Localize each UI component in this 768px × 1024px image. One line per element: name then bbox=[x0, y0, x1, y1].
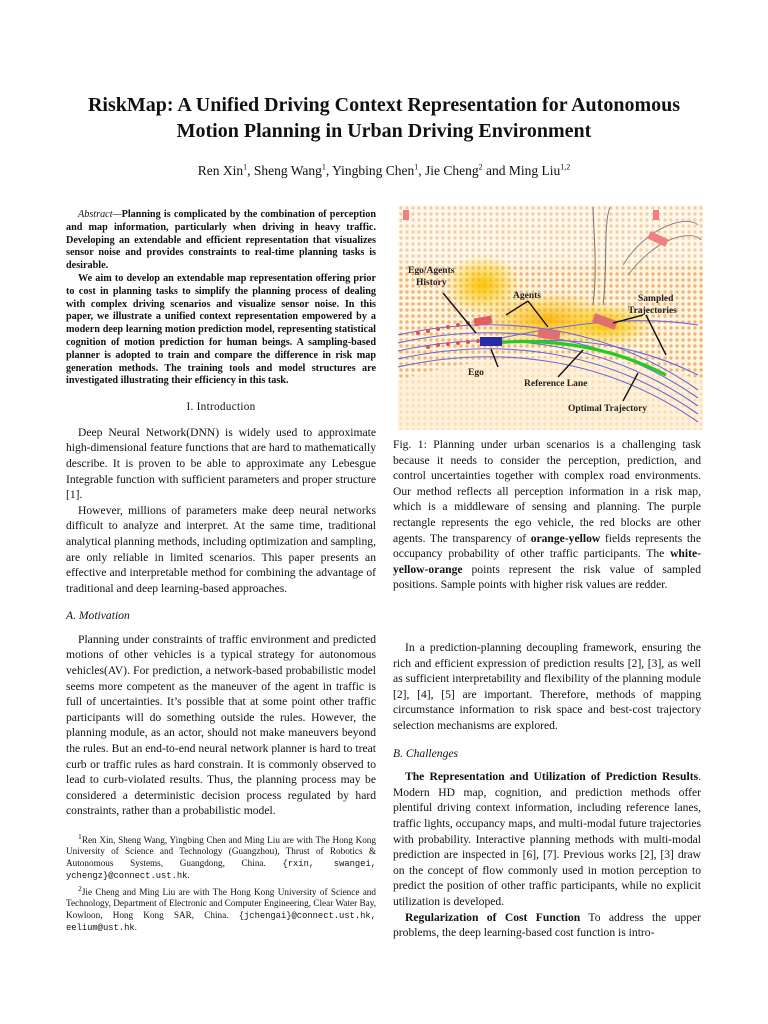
challenge-paragraph-1: The Representation and Utilization of Prediction Results. Modern HD map, cognition, and prediction methods offer plentiful driving context information, including reference lanes, traffic lights, occupancy maps, and multi-modal future trajectories with probability. Interactive planning methods with multi-modal prediction are inspected in [6], [7]. Previous works [2], [3] draw on the concept of flow commonly used in motion perception to predict the position of other traffic participants, while no explicit utilization is developed. bbox=[393, 770, 701, 908]
footnote-1: $^1$Ren Xin, Sheng Wang, Yingbing Chen and Ming Liu are with The Hong Kong University of Science and Technology (Guangzhou), Thrust of Robotics & Autonomous Systems, Guangdong, China. {rxin, swangei, ychengz}@connect.ust.hk. bbox=[66, 832, 377, 882]
footnote-2: $^2$Jie Cheng and Ming Liu are with The Hong Kong University of Science and Technology, Department of Electronic and Computer Engineering, Clear Water Bay, Kowloon, Hong Kong SAR, China. {jchengai}@connect.ust.hk, eelium@ust.hk. bbox=[66, 883, 376, 933]
intro-paragraph-2: However, millions of parameters make deep neural networks difficult to analyze and interpret. At the same time, traditional analytical planning methods, including optimization and sampling, are only reliable in limited scenarios. This paper presents an effective and interpretable method for combining the advantage of traditional and deep learning-based approaches. bbox=[66, 503, 376, 595]
abstract-label: Abstract bbox=[78, 209, 113, 220]
label-agents: Agents bbox=[513, 291, 541, 301]
author: Sheng Wang$^1$, bbox=[253, 162, 333, 178]
paper-title bbox=[40, 92, 728, 144]
footnote-1-email: {rxin, swangei, ychengz}@connect.ust.hk bbox=[66, 858, 377, 882]
subsection-heading-challenges: B. Challenges bbox=[393, 746, 459, 760]
section-heading-introduction: I. Introduction bbox=[186, 401, 256, 414]
abstract-p2: We aim to develop an extendable map representation offering prior to cost in planning tasks to simplify the planning process of dealing with complex driving scenarios and visualize sensor noise. In this paper, we illustrate a unified context representation empowered by a modern deep learning motion prediction model, representing statistical cognition of motion prediction for human beings. A sampling-based planner is adopted to train and compare the difference in risk map generation methods. The training tools and model structures are investigated illustrating their efficiency in this task. bbox=[66, 272, 376, 387]
label-sampled: Sampled bbox=[638, 294, 674, 304]
label-history: History bbox=[416, 278, 447, 288]
author: Ming Liu$^{1,2}$ bbox=[508, 162, 571, 178]
author-list bbox=[40, 162, 728, 179]
agent-vehicle bbox=[403, 210, 409, 220]
label-reference-lane: Reference Lane bbox=[524, 379, 588, 389]
intro-paragraph-1: Deep Neural Network(DNN) is widely used to approximate high-dimensional feature functions that are hard to mathematically describe. It is proven to be able to approximate any Lebesgue Integrable function with sufficient parameters and proper structure [1]. bbox=[66, 425, 376, 502]
agent-vehicle bbox=[653, 210, 659, 220]
title-line-1: RiskMap: A Unified Driving Context Representation for Autonomous bbox=[87, 94, 681, 116]
author: Jie Cheng$^2$ and bbox=[425, 162, 509, 178]
author: Ren Xin$^1$, bbox=[197, 162, 254, 178]
subsection-heading-motivation: A. Motivation bbox=[66, 609, 130, 623]
abstract-p1: Planning is complicated by the combination of perception and map information, particularly when driving in heavy traffic. Developing an extendable and efficient representation that visualizes sensor noise and provides constraints to real-time planning tasks is desirable. bbox=[66, 209, 376, 272]
right-column bbox=[393, 640, 701, 941]
figure-1-caption: Fig. 1: Planning under urban scenarios is a challenging task because it needs to consider the perception, prediction, and control uncertainties together with complex road environments. Our method reflects all perception information in a risk map, which is a middleware of sensing and planning. The purple rectangle represents the ego vehicle, the red blocks are other agents. The transparency of orange-yellow fields represents the occupancy probability of other traffic participants. The white-yellow-orange points represent the risk value of sampled positions. Sample points with higher risk values are redder. bbox=[393, 438, 702, 592]
abstract: Abstract—Planning is complicated by the combination of perception and map information, particularly when driving in heavy traffic. Developing an extendable and efficient representation that visualizes sensor noise and provides constraints to real-time planning tasks is desirable. We aim to develop an extendable map representation offering prior to cost in planning tasks to simplify the planning process of dealing with complex driving scenarios and visualize sensor noise. In this paper, we illustrate a unified context representation empowered by a modern deep learning motion prediction model, representing statistical cognition of motion prediction for human beings. A sampling-based planner is adopted to train and compare the difference in risk map generation methods. The training tools and model structures are investigated illustrating their efficiency in this task. bbox=[66, 209, 376, 387]
title-line-2: Motion Planning in Urban Driving Environment bbox=[176, 120, 592, 142]
label-trajectories: Trajectories bbox=[628, 306, 677, 316]
ego-vehicle bbox=[480, 337, 502, 346]
challenge-paragraph-2: Regularization of Cost Function To address the upper problems, the deep learning-based cost function is intro- bbox=[393, 910, 701, 940]
label-ego-agents-history: Ego/Agents bbox=[408, 266, 455, 276]
risk-map-illustration bbox=[398, 205, 703, 430]
motivation-paragraph: Planning under constraints of traffic environment and predicted motions of other vehicles is a typical strategy for autonomous vehicles(AV). For prediction, a network-based probabilistic model seems more competent as the maneuver of the agent in traffic is full of uncertainties. It’s possible that at some point other traffic participants will do something outside the rules. However, the planning module, as an actor, should not make maneuvers beyond the rules. But an end-to-end neural network planner is hard to treat curb or traffic rules as hard constrain. It is commonly observed to lead to curb-violated results. Thus, the planning process may be considered a deterministic decision process regulated by hard constraints, rather than a probabilistic model. bbox=[66, 632, 376, 818]
author: Yingbing Chen$^1$, bbox=[332, 162, 426, 178]
footnote-2-email: {jchengai}@connect.ust.hk, eelium@ust.hk bbox=[66, 910, 376, 933]
label-optimal-trajectory: Optimal Trajectory bbox=[568, 404, 648, 414]
right-paragraph-1: In a prediction-planning decoupling framework, ensuring the rich and efficient expression of prediction results [2], [3], as well as sufficient interpretability and flexibility of the planning module [2], [4], [5] are important. Therefore, methods of mapping circumstance information to risk space and best-cost trajectory selection mechanisms are explored. bbox=[393, 641, 701, 732]
label-ego: Ego bbox=[468, 368, 484, 378]
caption-label: Fig. 1: bbox=[393, 438, 427, 451]
figure-1-risk-map bbox=[398, 205, 703, 430]
left-column bbox=[66, 209, 376, 934]
footnotes bbox=[66, 831, 376, 934]
